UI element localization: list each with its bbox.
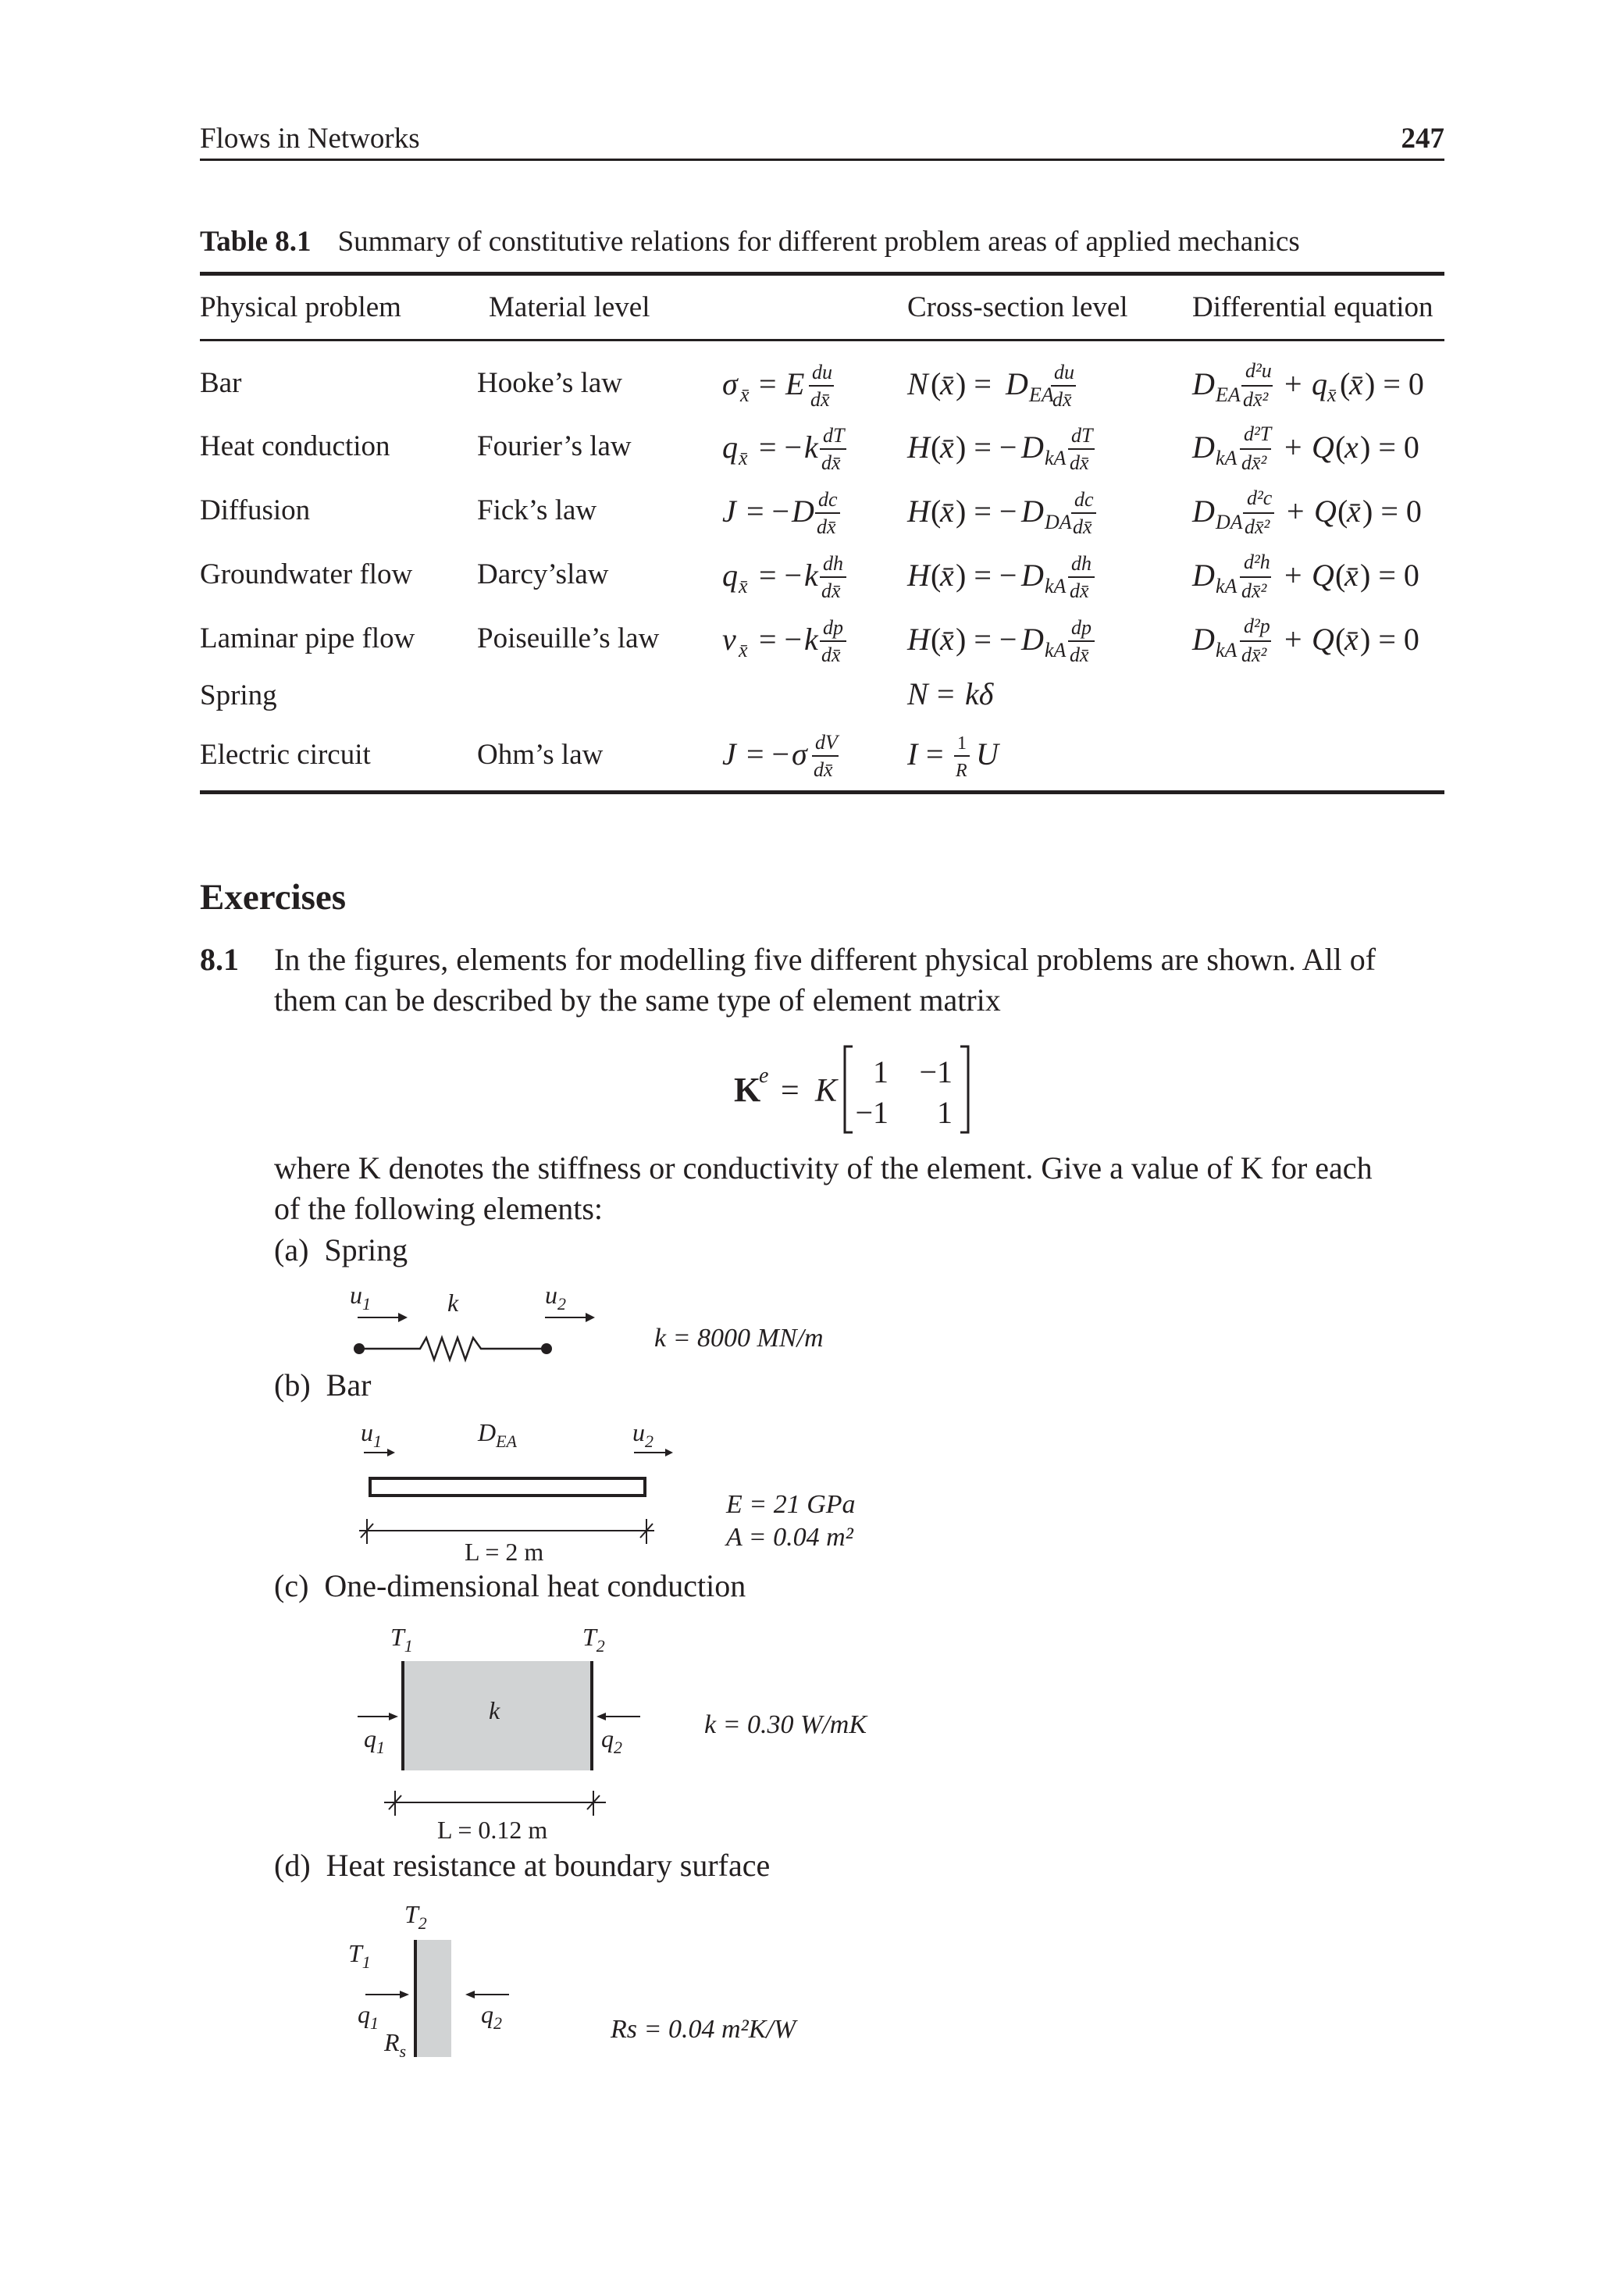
svg-text:dx̄²: dx̄² — [1245, 515, 1270, 538]
table-cell-law-fick: Fick’s law — [477, 494, 597, 526]
spring-k-label: k — [447, 1289, 459, 1317]
svg-text:(: ( — [1335, 622, 1346, 657]
eq-material-diffusion — [722, 488, 840, 538]
svg-text:(: ( — [931, 494, 942, 529]
svg-text:) = 0: ) = 0 — [1360, 430, 1419, 465]
exercise-after-line-2: of the following elements: — [274, 1191, 604, 1226]
spring-u1-label: $u_1$ — [350, 1281, 371, 1314]
svg-text:+: + — [1284, 366, 1302, 401]
page-number: 247 — [1401, 123, 1444, 155]
svg-text:J: J — [722, 736, 736, 772]
exercise-intro-line-2: them can be described by the same type of element matrix — [274, 982, 1001, 1018]
part-d-letter: (d) — [274, 1848, 311, 1883]
heat-q2-label: $q_2$ — [601, 1724, 622, 1757]
part-c-label — [274, 1567, 746, 1604]
svg-text:dx̄²: dx̄² — [1243, 388, 1269, 411]
svg-text:dV: dV — [815, 731, 838, 754]
svg-text:= −: = − — [746, 736, 790, 772]
svg-text:x̄: x̄ — [940, 366, 954, 401]
table-header-rule — [200, 339, 1444, 341]
table-header-cross-section-level: Cross-section level — [907, 291, 1128, 323]
bar-dea-label: $D_{EA}$ — [478, 1418, 517, 1451]
svg-text:d²p: d²p — [1244, 615, 1270, 637]
svg-text:D: D — [792, 494, 814, 529]
svg-text:) = 0: ) = 0 — [1360, 622, 1419, 657]
eq-cross-electric — [906, 733, 1001, 781]
svg-text:+: + — [1287, 494, 1305, 529]
svg-text:=: = — [781, 1073, 800, 1109]
svg-text:x̄: x̄ — [940, 622, 954, 657]
eq-cross-diffusion — [906, 488, 1096, 538]
part-b-label — [274, 1367, 371, 1403]
matrix-m12: −1 — [919, 1054, 953, 1089]
boundary-resistance-diagram — [336, 1898, 539, 2062]
table-cell-problem-pipe: Laminar pipe flow — [200, 622, 415, 654]
exercise-intro-line-1: In the figures, elements for modelling five different physical problems are shown. All of — [274, 942, 1376, 977]
boundary-q2-label: $q_2$ — [481, 2000, 502, 2033]
eq-diff-heat — [1191, 422, 1419, 474]
svg-text:EA: EA — [1216, 383, 1241, 406]
spring-u2-label: $u_2$ — [545, 1281, 566, 1314]
exercise-number: 8.1 — [200, 942, 239, 977]
part-c-title: One-dimensional heat conduction — [324, 1568, 746, 1603]
spring-coil — [359, 1338, 547, 1360]
svg-text:kA: kA — [1216, 447, 1238, 469]
svg-text:x̄: x̄ — [1327, 383, 1337, 406]
eq-cross-bar — [906, 361, 1076, 411]
matrix-factor: K — [815, 1073, 838, 1109]
svg-text:x̄: x̄ — [940, 430, 954, 465]
boundary-q1-label: $q_1$ — [358, 2000, 379, 2033]
svg-text:du: du — [1054, 361, 1074, 383]
svg-text:D: D — [1021, 430, 1044, 465]
svg-text:) = 0: ) = 0 — [1362, 494, 1422, 529]
eq-cross-spring — [906, 676, 995, 711]
svg-text:(: ( — [1337, 494, 1348, 529]
svg-text:du: du — [812, 361, 832, 383]
boundary-t1-label: $T_1$ — [348, 1939, 371, 1972]
eq-cross-groundwater — [906, 552, 1095, 602]
svg-text:+: + — [1284, 558, 1302, 593]
svg-text:(: ( — [1335, 558, 1346, 593]
table-cell-law-hooke: Hooke’s law — [477, 367, 622, 399]
svg-text:dx̄: dx̄ — [821, 451, 841, 474]
table-caption — [200, 225, 1300, 258]
svg-text:dx̄²: dx̄² — [1241, 644, 1267, 666]
svg-text:=: = — [937, 676, 955, 711]
part-c-param-k: k = 0.30 W/mK — [704, 1710, 867, 1739]
matrix-m11: 1 — [873, 1054, 889, 1089]
boundary-layer — [415, 1940, 451, 2057]
svg-text:kA: kA — [1045, 639, 1067, 661]
svg-text:=: = — [926, 736, 944, 772]
svg-text:(: ( — [1335, 430, 1346, 465]
svg-text:) = −: ) = − — [956, 430, 1017, 465]
svg-text:kA: kA — [1045, 447, 1067, 469]
svg-text:= −: = − — [746, 494, 790, 529]
eq-material-pipe — [722, 616, 846, 666]
svg-text:(: ( — [931, 622, 942, 657]
svg-text:D: D — [1192, 494, 1215, 529]
svg-text:kδ: kδ — [965, 676, 994, 711]
svg-text:I: I — [907, 736, 918, 772]
part-a-param-k: k = 8000 MN/m — [654, 1324, 824, 1353]
svg-text:x̄: x̄ — [940, 558, 954, 593]
element-matrix-equation — [718, 1039, 999, 1140]
svg-text:x̄: x̄ — [940, 494, 954, 529]
svg-text:q: q — [1312, 366, 1327, 401]
svg-text:U: U — [976, 736, 999, 772]
table-cell-problem-bar: Bar — [200, 367, 242, 399]
svg-text:EA: EA — [1029, 383, 1054, 406]
svg-text:dh: dh — [1071, 552, 1092, 575]
eq-cross-pipe — [906, 616, 1095, 666]
svg-text:σ: σ — [722, 366, 738, 401]
svg-text:D: D — [1192, 366, 1215, 401]
svg-text:(: ( — [931, 558, 942, 593]
svg-text:x̄: x̄ — [1349, 366, 1363, 401]
svg-text:D: D — [1006, 366, 1028, 401]
bar-length-label: L = 2 m — [465, 1538, 544, 1566]
matrix-lhs-symbol: K — [734, 1071, 761, 1109]
svg-text:dx̄: dx̄ — [821, 579, 841, 602]
table-cell-law-ohm: Ohm’s law — [477, 739, 604, 771]
table-header-material-level: Material level — [489, 291, 650, 323]
table-equations — [0, 344, 1599, 797]
part-b-param-a: A = 0.04 m² — [726, 1523, 853, 1552]
heat-q1-label: $q_1$ — [364, 1724, 385, 1757]
svg-text:x̄: x̄ — [739, 447, 748, 469]
svg-text:= −: = − — [759, 430, 803, 465]
boundary-t2-label: $T_2$ — [404, 1900, 427, 1933]
eq-cross-heat — [906, 424, 1095, 474]
heat-t2-label: $T_2$ — [582, 1623, 605, 1656]
table-top-rule — [200, 272, 1444, 276]
svg-text:k: k — [804, 558, 818, 593]
table-cell-problem-heat: Heat conduction — [200, 430, 390, 462]
svg-text:) =: ) = — [956, 366, 992, 401]
svg-text:k: k — [804, 430, 818, 465]
svg-text:kA: kA — [1216, 575, 1238, 597]
table-cell-problem-diffusion: Diffusion — [200, 494, 311, 526]
svg-text:N: N — [907, 366, 928, 401]
eq-material-electric — [722, 731, 840, 781]
svg-text:= −: = − — [759, 558, 803, 593]
heat-conduction-diagram — [344, 1613, 671, 1847]
table-cell-law-poiseuille: Poiseuille’s law — [477, 622, 660, 654]
svg-text:d²u: d²u — [1245, 359, 1272, 382]
svg-text:dT: dT — [823, 424, 845, 447]
bar-diagram — [344, 1410, 703, 1566]
svg-text:H: H — [907, 558, 930, 593]
table-cell-law-darcy: Darcy’slaw — [477, 558, 609, 590]
svg-text:kA: kA — [1216, 639, 1238, 661]
eq-diff-groundwater — [1191, 551, 1419, 602]
svg-text:x: x — [1344, 430, 1359, 465]
table-cell-problem-electric: Electric circuit — [200, 739, 371, 771]
svg-text:x̄: x̄ — [1344, 622, 1359, 657]
svg-text:q: q — [722, 430, 738, 465]
svg-text:dp: dp — [823, 616, 843, 639]
table-bottom-rule — [200, 790, 1444, 794]
bar-u1-label: $u_1$ — [361, 1418, 382, 1451]
svg-text:D: D — [1021, 558, 1044, 593]
svg-text:D: D — [1021, 494, 1044, 529]
part-d-title: Heat resistance at boundary surface — [326, 1848, 771, 1883]
svg-text:+: + — [1284, 430, 1302, 465]
svg-text:x̄: x̄ — [1347, 494, 1361, 529]
svg-text:E: E — [785, 366, 805, 401]
svg-text:N: N — [907, 676, 928, 711]
svg-text:H: H — [907, 622, 930, 657]
part-c-letter: (c) — [274, 1568, 309, 1603]
heat-k-label: k — [489, 1696, 500, 1724]
svg-text:DA: DA — [1216, 511, 1243, 533]
svg-text:x̄: x̄ — [1344, 558, 1359, 593]
svg-text:Q: Q — [1312, 622, 1334, 657]
part-b-title: Bar — [326, 1367, 372, 1403]
svg-text:H: H — [907, 430, 930, 465]
eq-diff-diffusion — [1191, 487, 1422, 538]
svg-text:DA: DA — [1045, 511, 1072, 533]
svg-text:H: H — [907, 494, 930, 529]
svg-text:D: D — [1192, 430, 1215, 465]
svg-text:+: + — [1284, 622, 1302, 657]
table-caption-number: Table 8.1 — [200, 226, 312, 258]
heat-t1-label: $T_1$ — [390, 1623, 413, 1656]
part-a-title: Spring — [324, 1232, 408, 1267]
svg-text:Q: Q — [1312, 558, 1334, 593]
matrix-m22: 1 — [937, 1095, 953, 1130]
svg-text:dx̄: dx̄ — [1070, 451, 1089, 474]
svg-text:q: q — [722, 558, 738, 593]
svg-text:D: D — [1192, 622, 1215, 657]
header-rule — [200, 159, 1444, 161]
table-cell-problem-spring: Spring — [200, 679, 277, 711]
svg-text:d²h: d²h — [1244, 551, 1270, 573]
svg-text:dx̄: dx̄ — [1070, 644, 1089, 666]
svg-text:) = −: ) = − — [956, 622, 1017, 657]
svg-text:=: = — [759, 366, 777, 401]
svg-text:1: 1 — [957, 733, 967, 754]
svg-text:= −: = − — [759, 622, 803, 657]
svg-text:J: J — [722, 494, 736, 529]
heat-length-label: L = 0.12 m — [437, 1816, 548, 1844]
part-a-label — [274, 1232, 408, 1268]
svg-text:x̄: x̄ — [739, 575, 748, 597]
matrix-lhs-superscript: e — [759, 1064, 769, 1088]
svg-text:D: D — [1192, 558, 1215, 593]
eq-diff-pipe — [1191, 615, 1419, 666]
svg-text:R: R — [956, 761, 967, 781]
svg-text:dc: dc — [1074, 488, 1094, 511]
svg-text:kA: kA — [1045, 575, 1067, 597]
svg-text:dx̄: dx̄ — [814, 758, 833, 781]
part-b-param-e: E = 21 GPa — [726, 1490, 856, 1519]
exercise-after-line-1: where K denotes the stiffness or conductivity of the element. Give a value of K for each — [274, 1150, 1373, 1185]
svg-text:(: ( — [931, 366, 942, 401]
svg-text:d²T: d²T — [1244, 422, 1272, 445]
svg-text:dx̄: dx̄ — [1070, 579, 1089, 602]
svg-text:dh: dh — [823, 552, 843, 575]
eq-material-heat — [722, 424, 846, 474]
svg-text:x̄: x̄ — [740, 383, 750, 406]
svg-text:x̄: x̄ — [739, 639, 748, 661]
svg-text:dx̄: dx̄ — [821, 644, 841, 666]
table-cell-law-fourier: Fourier’s law — [477, 430, 632, 462]
part-d-param-rs: Rs = 0.04 m²K/W — [611, 2015, 796, 2044]
bar-element — [370, 1478, 645, 1496]
svg-text:) = −: ) = − — [956, 558, 1017, 593]
svg-text:k: k — [804, 622, 818, 657]
svg-text:dx̄: dx̄ — [817, 515, 836, 538]
eq-material-bar — [722, 361, 834, 411]
svg-text:σ: σ — [792, 736, 807, 772]
part-d-label — [274, 1847, 770, 1884]
svg-text:dx̄²: dx̄² — [1241, 579, 1267, 602]
bar-u2-label: $u_2$ — [632, 1418, 653, 1451]
svg-text:dT: dT — [1071, 424, 1093, 447]
svg-text:dx̄: dx̄ — [1073, 515, 1092, 538]
table-caption-text: Summary of constitutive relations for different problem areas of applied mechanics — [337, 226, 1300, 258]
svg-text:dx̄²: dx̄² — [1241, 451, 1267, 474]
svg-text:v: v — [722, 622, 736, 657]
eq-material-groundwater — [722, 552, 846, 602]
boundary-rs-label: $R_s$ — [384, 2028, 407, 2061]
running-head: Flows in Networks — [200, 123, 420, 155]
spring-diagram — [336, 1277, 625, 1371]
svg-text:D: D — [1021, 622, 1044, 657]
part-b-letter: (b) — [274, 1367, 311, 1403]
svg-text:) = −: ) = − — [956, 494, 1017, 529]
svg-text:dc: dc — [818, 488, 838, 511]
svg-text:) = 0: ) = 0 — [1360, 558, 1419, 593]
svg-text:d²c: d²c — [1247, 487, 1273, 509]
part-a-letter: (a) — [274, 1232, 309, 1267]
table-cell-problem-groundwater: Groundwater flow — [200, 558, 413, 590]
svg-text:) = 0: ) = 0 — [1365, 366, 1424, 401]
exercises-heading: Exercises — [200, 877, 347, 918]
svg-text:dp: dp — [1071, 616, 1092, 639]
svg-text:dx̄: dx̄ — [810, 388, 830, 411]
svg-text:Q: Q — [1312, 430, 1334, 465]
matrix-m21: −1 — [855, 1095, 889, 1130]
svg-text:dx̄: dx̄ — [1052, 388, 1072, 411]
svg-text:(: ( — [931, 430, 942, 465]
svg-text:(: ( — [1340, 366, 1351, 401]
table-header-physical-problem: Physical problem — [200, 291, 401, 323]
svg-text:Q: Q — [1314, 494, 1337, 529]
eq-diff-bar — [1191, 359, 1424, 411]
table-header-differential-equation: Differential equation — [1192, 291, 1433, 323]
